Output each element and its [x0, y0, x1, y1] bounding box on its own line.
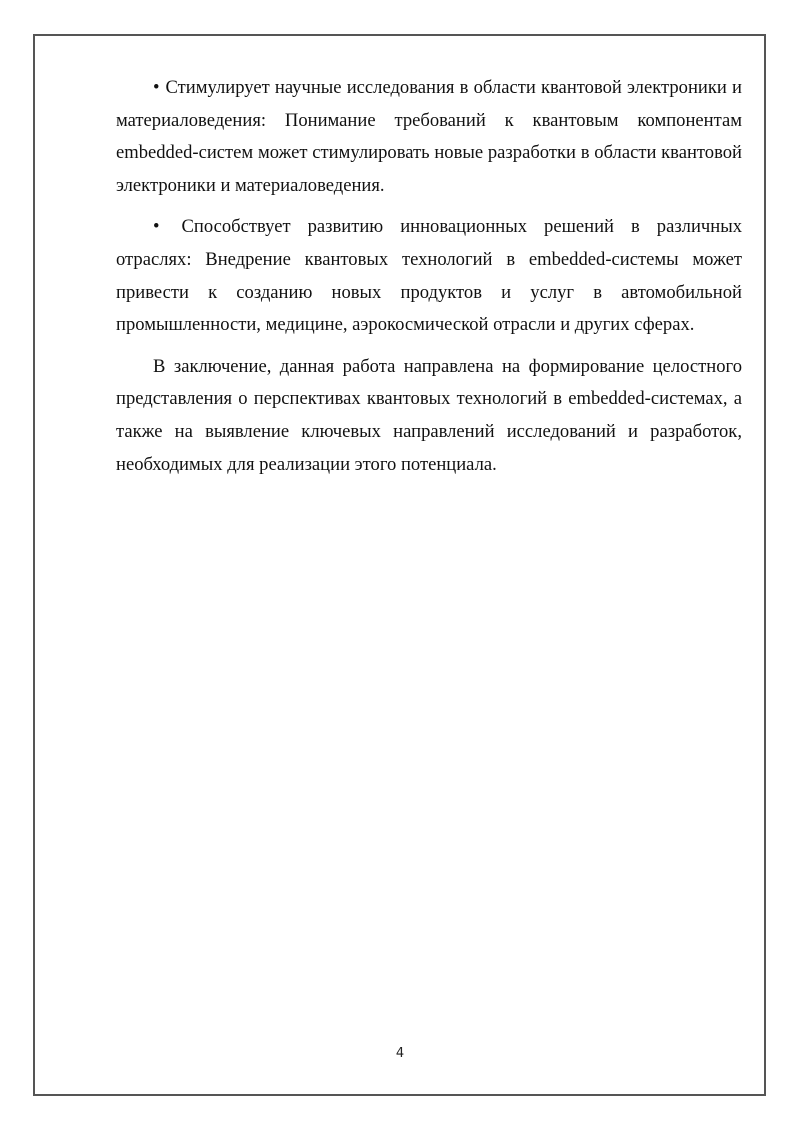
bullet-icon: • — [153, 77, 160, 98]
bullet-paragraph-research — [116, 72, 742, 202]
bullet-icon: • — [153, 216, 160, 238]
paragraph-text: Способствует развитию инновационных решений в различных отраслях: Внедрение квантовых технологий в embedded-системы может привести к созданию новых продуктов и услуг в автомобильной промышленности, медицине, аэрокосмической отрасли и других сферах. — [116, 216, 742, 336]
bullet-paragraph-innovation — [116, 211, 742, 341]
paragraph-text: В заключение, данная работа направлена на формирование целостного представления о перспективах квантовых технологий в embedded-системах, а также на выявление ключевых направлений исследований и разработок, необходимых для реализации этого потенциала. — [116, 355, 742, 475]
paragraph-text: Стимулирует научные исследования в области квантовой электроники и материаловедения: Понимание требований к квантовым компонентам embedded-систем может стимулировать новые разработки в области квантовой электроники и материаловедения. — [116, 77, 742, 196]
page-body — [116, 72, 742, 490]
conclusion-paragraph — [116, 351, 742, 481]
page-number: 4 — [395, 1046, 405, 1061]
